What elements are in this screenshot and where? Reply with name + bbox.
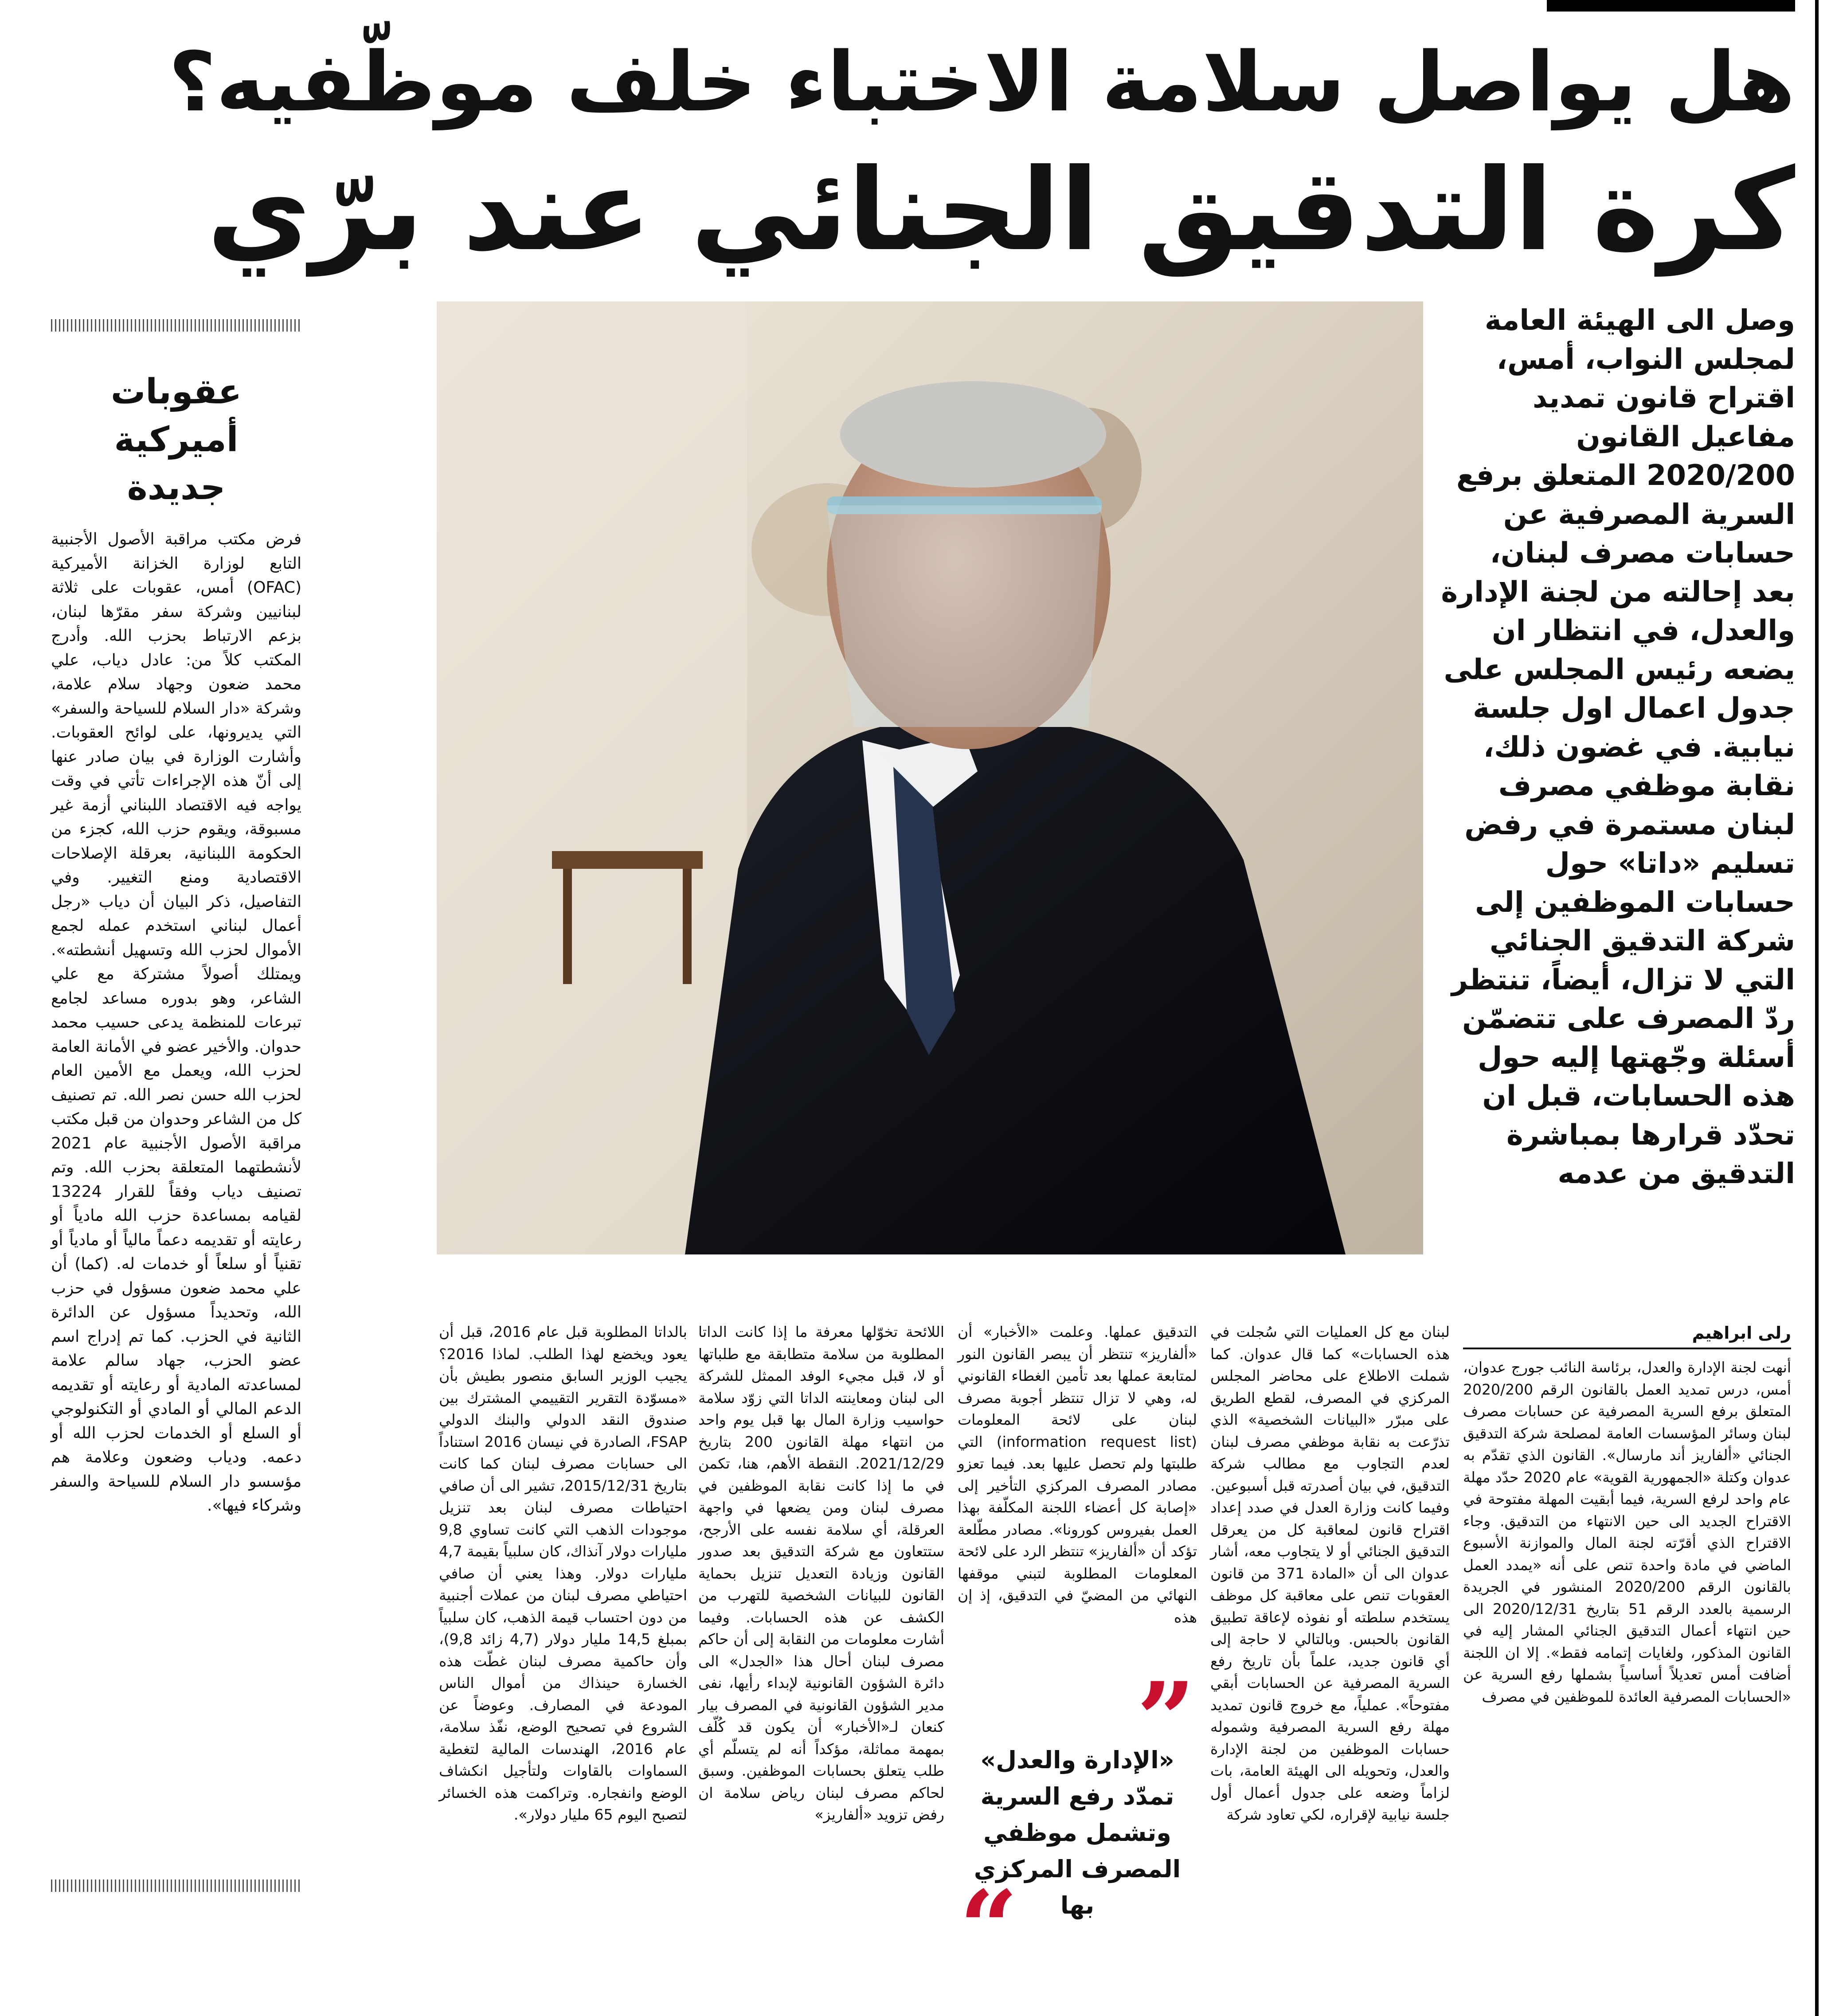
article-column-3: التدقيق عملها. وعلمت «الأخبار» أن «ألفاريز» تنتظر أن يبصر القانون النور لمتابعة عملها بعد تأمين الغطاء القانوني له، وهي لا تزال تنتظر أجوبة مصرف لبنان على لائحة المعلومات (information request list) التي طلبتها ولم تحصل عليها بعد. فيما تعزو مصادر المصرف المركزي التأخير إلى «إصابة كل أعضاء اللجنة المكلّفة بهذا العمل بفيروس كورونا». مصادر مطّلعة تؤكد أن «ألفاريز» تنتظر الرد على لائحة المعلومات المطلوبة لتبني موقفها النهائي من المضيّ في التدقيق، إذ إن هذه: [958, 1323, 1197, 1626]
quote-close-icon: “: [959, 1868, 1018, 1988]
article-photo: [437, 301, 1423, 1254]
page-right-rule: [1815, 0, 1819, 2016]
article-column-2: لبنان مع كل العمليات التي سُجلت في هذه الحسابات» كما قال عدوان. كما شملت الاطلاع على محاضر المجلس المركزي في المصرف، لقطع الطريق على مبرّر «البيانات الشخصية» الذي تذرّعت به نقابة موظفي مصرف لبنان لعدم التجاوب مع مطالب شركة التدقيق، في بيان أصدرته قبل أسبوعين. وفيما كانت وزارة العدل في صدد إعداد اقتراح قانون لمعاقبة كل من يعرقل التدقيق الجنائي أو لا يتجاوب معه، أشار عدوان الى أن «المادة 371 من قانون العقوبات تنص على معاقبة كل موظف يستخدم سلطته أو نفوذه لإعاقة تطبيق القانون بالحبس. وبالتالي لا حاجة إلى أي قانون جديد، علماً بأن تاريخ رفع السرية المصرفية عن الحسابات أبقي مفتوحاً». عملياً، مع خروج قانون تمديد مهلة رفع السرية المصرفية وشموله حسابات الموظفين من لجنة الإدارة والعدل، وتحويله الى الهيئة العامة، بات لزاماً وضعه على جدول أعمال أول جلسة نيابية لإقراره، لكي تعاود شركة: [1210, 1323, 1450, 1823]
byline: رلى ابراهيم: [1692, 1323, 1791, 1343]
lead-paragraph: وصل الى الهيئة العامة لمجلس النواب، أمس، اقتراح قانون تمديد مفاعيل القانون 2020/200 المتعلق برفع السرية المصرفية عن حسابات مصرف لبنان، بعد إحالته من لجنة الإدارة والعدل، في انتظار ان يضعه رئيس المجلس على جدول اعمال اول جلسة نيابية. في غضون ذلك، نقابة موظفي مصرف لبنان مستمرة في رفض تسليم «داتا» حول حسابات الموظفين إلى شركة التدقيق الجنائي التي لا تزال، أيضاً، تنتظر ردّ المصرف على تتضمّن أسئلة وجّهتها إليه حول هذه الحسابات، قبل ان تحدّد قرارها بمباشرة التدقيق من عدمه: [1441, 304, 1795, 1190]
article-column-4: اللائحة تخوّلها معرفة ما إذا كانت الداتا المطلوبة من سلامة متطابقة مع طلباتها أو لا، قبل مجيء الوفد الممثل للشركة الى لبنان ومعاينته الداتا التي زوّد سلامة حواسيب وزارة المال بها قبل يوم واحد من انتهاء مهلة القانون 200 بتاريخ 2021/12/29. النقطة الأهم، هنا، تكمن في ما إذا كانت نقابة الموظفين في مصرف لبنان ومن يضعها في واجهة العرقلة، أي سلامة نفسه على الأرجح، ستتعاون مع شركة التدقيق بعد صدور القانون وزيادة التعديل تنزيل بحماية القانون للبيانات الشخصية للتهرب من الكشف عن هذه الحسابات. وفيما أشارت معلومات من النقابة إلى أن حاكم مصرف لبنان أحال هذا «الجدل» الى دائرة الشؤون القانونية لإبداء رأيها، نفى مدير الشؤون القانونية في المصرف بيار كنعان لـ«الأخبار» أن يكون قد كُلّف بمهمة مماثلة، مؤكداً أنه لم يتسلّم أي طلب يتعلق بحسابات الموظفين. وسبق لحاكم مصرف لبنان رياض سلامة ان رفض تزويد «ألفاريز»: [698, 1323, 945, 1823]
quote-open-icon: ”: [1136, 1660, 1196, 1780]
pull-quote: «الإدارة والعدل» تمدّد رفع السرية وتشمل موظفي المصرف المركزي بها: [974, 1746, 1181, 1919]
sidebar-title-line: جديدة: [127, 468, 226, 508]
sidebar-top-rule: [51, 319, 301, 332]
kicker: هل يواصل سلامة الاختباء خلف موظّفيه؟: [168, 34, 1795, 130]
sidebar-body: فرض مكتب مراقبة الأصول الأجنبية التابع لوزارة الخزانة الأميركية (OFAC) أمس، عقوبات على ثلاثة لبنانيين وشركة سفر مقرّها لبنان، بزعم الارتباط بحزب الله. وأدرج المكتب كلاً من: عادل دياب، علي محمد ضعون وجهاد سلام علامة، وشركة «دار السلام للسياحة والسفر» التي يديرونها، على لوائح العقوبات. وأشارت الوزارة في بيان صادر عنها إلى أنّ هذه الإجراءات تأتي في وقت يواجه فيه الاقتصاد اللبناني أزمة غير مسبوقة، ويقوم حزب الله، كجزء من الحكومة اللبنانية، بعرقلة الإصلاحات الاقتصادية ومنع التغيير. وفي التفاصيل، ذكر البيان أن دياب «رجل أعمال لبناني استخدم عمله لجمع الأموال لحزب الله وتسهيل أنشطته». ويمتلك أصولاً مشتركة مع علي الشاعر، وهو بدوره مساعد لجامع تبرعات للمنظمة يدعى حسيب محمد حدوان. والأخير عضو في الأمانة العامة لحزب الله، ويعمل مع الأمين العام لحزب الله حسن نصر الله. تم تصنيف كل من الشاعر وحدوان من قبل مكتب مراقبة الأصول الأجنبية عام 2021 لأنشطتهما المتعلقة بحزب الله. وتم تصنيف دياب وفقاً للقرار 13224 لقيامه بمساعدة حزب الله مادياً أو رعايته أو تقديمه دعماً مالياً أو مادياً أو تقنياً أو سلعاً أو خدمات له. (كما) أن علي محمد ضعون مسؤول في حزب الله، وتحديداً مسؤول عن الدائرة الثانية في الحزب. كما تم إدراج اسم عضو الحزب، جهاد سالم علامة لمساعدته المادية أو رعايته أو تقديمه الدعم المالي أو المادي أو التكنولوجي أو السلع أو الخدمات لحزب الله أو دعمه. ودياب وضعون وعلامة هم مؤسسو دار السلام للسياحة والسفر وشركاء فيها».: [51, 530, 301, 1515]
byline-rule: [1463, 1348, 1791, 1349]
sidebar-bottom-rule: [51, 1879, 301, 1892]
pull-quote-box: [958, 1660, 1197, 1988]
sidebar-title-line: عقوبات: [110, 372, 242, 412]
section-strip: [1547, 0, 1795, 12]
article-column-5: بالداتا المطلوبة قبل عام 2016، قبل أن يعود ويخضع لهذا الطلب. لماذا 2016؟ يجيب الوزير السابق منصور بطيش بأن «مسوّدة التقرير التقييمي المشترك بين صندوق النقد الدولي والبنك الدولي FSAP، الصادرة في نيسان 2016 استناداً الى حسابات مصرف لبنان كما كانت بتاريخ 2015/12/31، تشير الى أن صافي احتياطات مصرف لبنان بعد تنزيل موجودات الذهب التي كانت تساوي 9,8 مليارات دولار آنذاك، كان سلبياً بقيمة 4,7 مليارات دولار. وهذا يعني أن صافي احتياطي مصرف لبنان من عملات أجنبية من دون احتساب قيمة الذهب، كان سلبياً بمبلغ 14,5 مليار دولار (4,7 زائد 9,8)، وأن حاكمية مصرف لبنان غطّت هذه الخسارة حينذاك من أموال الناس المودعة في المصارف. وعوضاً عن الشروع في تصحيح الوضع، نفّذ سلامة، عام 2016، الهندسات المالية لتغطية السماوات بالقاوات ولتأجيل انكشاف الوضع وانفجاره. وتراكمت هذه الخسائر لتصبح اليوم 65 مليار دولار».: [439, 1323, 687, 1823]
sidebar: [51, 319, 301, 1888]
sidebar-title: [51, 368, 301, 514]
sidebar-title-line: أميركية: [114, 420, 239, 460]
article-column-1: أنهت لجنة الإدارة والعدل، برئاسة النائب جورج عدوان، أمس، درس تمديد العمل بالقانون الرقم 2020/200 المتعلق برفع السرية المصرفية عن حسابات مصرف لبنان وسائر المؤسسات العامة لمصلحة شركة التدقيق الجنائي «ألفاريز أند مارسال». القانون الذي تقدّم به عدوان وكتلة «الجمهورية القوية» عام 2020 حدّد مهلة عام واحد لرفع السرية، فيما أبقيت المهلة مفتوحة في الاقتراح الجديد الى حين الانتهاء من التدقيق. وجاء الاقتراح الذي أقرّته لجنة المال والموازنة الأسبوع الماضي في مادة واحدة تنص على أنه «يمدد العمل بالقانون الرقم 2020/200 المنشور في الجريدة الرسمية بالعدد الرقم 51 بتاريخ 2020/12/31 الى حين انتهاء أعمال التدقيق الجنائي المشار إليه في القانون المذكور، ولغايات إتمامه فقط». إلا ان اللجنة أضافت أمس تعديلاً أساسياً بشملها رفع السرية عن «الحسابات المصرفية العائدة للموظفين في مصرف: [1463, 1359, 1791, 1705]
photo-illustration: [437, 301, 1423, 1254]
headline: كرة التدقيق الجنائي عند برّي: [207, 145, 1795, 276]
